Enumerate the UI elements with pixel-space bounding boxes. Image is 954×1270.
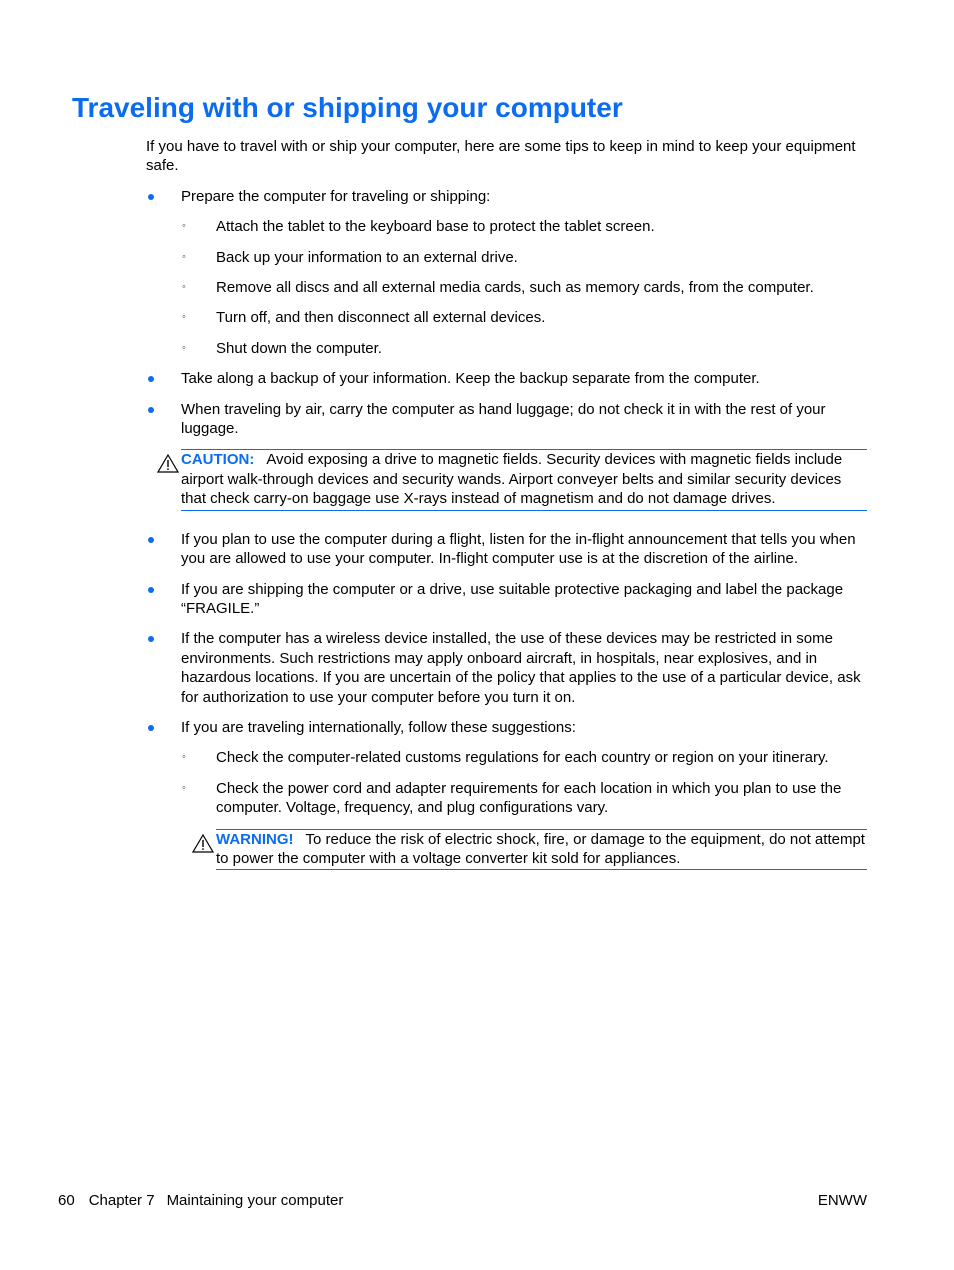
footer-locale-code: ENWW	[817, 1192, 867, 1209]
list-item	[146, 530, 867, 569]
list-item	[146, 400, 867, 439]
list-item-text: When traveling by air, carry the computer as hand luggage; do not check it in with the rest of your luggage.	[181, 400, 826, 438]
bullet-icon	[148, 636, 154, 642]
list-item	[146, 629, 867, 707]
sub-list-item	[181, 339, 867, 358]
page-title: Traveling with or shipping your computer	[72, 92, 623, 123]
sub-bullet-icon: ◦	[182, 341, 186, 354]
list-item	[146, 369, 867, 388]
warning-notice	[216, 829, 867, 871]
caution-text: Avoid exposing a drive to magnetic fields. Security devices with magnetic fields include airport walk-through devices and security wands. Airport conveyer belts and similar security devices that check carry-on baggage use X-rays instead of magnetism and do not damage drives.	[181, 451, 843, 508]
chapter-number: Chapter 7	[88, 1192, 155, 1209]
list-item	[146, 580, 867, 619]
page-number: 60	[58, 1192, 75, 1209]
bullet-icon	[148, 537, 154, 543]
sub-list-item-text: Check the computer-related customs regulations for each country or region on your itinerary.	[216, 749, 829, 767]
sub-list-item	[181, 278, 867, 297]
list-item-text: Prepare the computer for traveling or shipping:	[181, 187, 491, 205]
warning-triangle-icon	[192, 834, 214, 853]
sub-bullet-icon: ◦	[182, 311, 186, 324]
warning-text: To reduce the risk of electric shock, fire, or damage to the equipment, do not attempt to power the computer with a voltage converter kit sold for appliances.	[216, 830, 865, 867]
sub-list-item	[181, 248, 867, 267]
list-item-text: If the computer has a wireless device installed, the use of these devices may be restricted in some environments. Such restrictions may apply onboard aircraft, in hospitals, near explosives, and in hazardous locations. If you are uncertain of the policy that applies to the use of a particular device, ask for authorization to use your computer before you turn it on.	[181, 630, 861, 706]
list-item-text: Take along a backup of your information. Keep the backup separate from the computer.	[181, 370, 760, 388]
chapter-title: Maintaining your computer	[166, 1192, 344, 1209]
sub-list-item-text: Attach the tablet to the keyboard base to protect the tablet screen.	[216, 218, 655, 236]
sub-list-item	[181, 748, 867, 767]
bullet-icon	[148, 725, 154, 731]
tips-list-continued	[146, 530, 867, 818]
sub-list	[181, 748, 867, 817]
sub-list-item-text: Back up your information to an external drive.	[216, 248, 518, 266]
sub-list-item	[181, 217, 867, 236]
bullet-icon	[148, 376, 154, 382]
list-item	[146, 718, 867, 818]
sub-list	[181, 217, 867, 358]
intro-paragraph: If you have to travel with or ship your computer, here are some tips to keep in mind to keep your equipment safe.	[146, 138, 856, 175]
page-content	[146, 137, 867, 889]
sub-list-item-text: Shut down the computer.	[216, 339, 382, 357]
sub-list-item	[181, 779, 867, 818]
caution-notice	[181, 449, 867, 510]
warning-triangle-icon	[157, 454, 179, 473]
list-item-text: If you plan to use the computer during a flight, listen for the in-flight announcement that tells you when you are allowed to use your computer. In-flight computer use is at the discretion of the airline.	[181, 530, 856, 568]
sub-list-item	[181, 308, 867, 327]
tips-list	[146, 187, 867, 439]
bullet-icon	[148, 587, 154, 593]
list-item	[146, 187, 867, 358]
sub-list-item-text: Remove all discs and all external media cards, such as memory cards, from the computer.	[216, 279, 814, 297]
page-footer-left	[58, 1192, 343, 1209]
sub-bullet-icon: ◦	[182, 751, 186, 764]
sub-bullet-icon: ◦	[182, 781, 186, 794]
caution-label: CAUTION:	[181, 451, 255, 469]
sub-list-item-text: Check the power cord and adapter requirements for each location in which you plan to use the computer. Voltage, frequency, and plug configurations vary.	[216, 779, 842, 817]
warning-label: WARNING!	[216, 830, 294, 848]
list-item-text: If you are traveling internationally, follow these suggestions:	[181, 718, 576, 736]
bullet-icon	[148, 407, 154, 413]
sub-bullet-icon: ◦	[182, 281, 186, 294]
sub-bullet-icon: ◦	[182, 220, 186, 233]
sub-bullet-icon: ◦	[182, 250, 186, 263]
bullet-icon	[148, 194, 154, 200]
list-item-text: If you are shipping the computer or a drive, use suitable protective packaging and label the package “FRAGILE.”	[181, 580, 844, 617]
sub-list-item-text: Turn off, and then disconnect all external devices.	[216, 309, 546, 327]
